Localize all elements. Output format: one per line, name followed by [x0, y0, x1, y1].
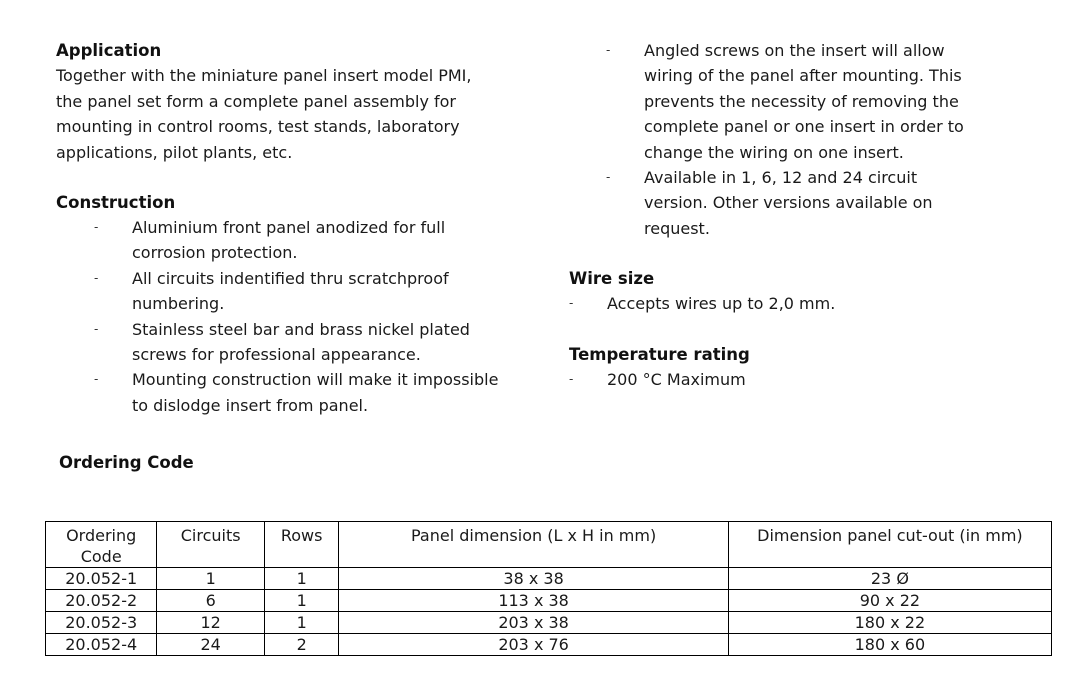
list-line: wiring of the panel after mounting. This — [644, 66, 962, 86]
table-cell: 180 x 22 — [728, 612, 1051, 634]
wire-size-heading: Wire size — [569, 269, 655, 288]
dash-bullet: - — [569, 296, 574, 310]
column-header: Panel dimension (L x H in mm) — [339, 522, 728, 568]
list-item — [569, 367, 1027, 392]
dash-bullet: - — [606, 43, 611, 57]
dash-bullet: - — [94, 372, 99, 387]
table-cell: 24 — [157, 634, 265, 656]
table-cell: 203 x 76 — [339, 634, 728, 656]
column-header: Ordering Code — [46, 522, 157, 568]
list-line: Available in 1, 6, 12 and 24 circuit — [644, 168, 918, 188]
dash-bullet: - — [569, 372, 574, 386]
table-cell: 6 — [157, 590, 265, 612]
list-item — [94, 367, 552, 418]
list-line: prevents the necessity of removing the — [644, 91, 959, 111]
list-line: Angled screws on the insert will allow — [644, 41, 945, 60]
list-item — [606, 38, 1044, 165]
table-cell: 90 x 22 — [728, 590, 1051, 612]
table-cell: 113 x 38 — [339, 590, 728, 612]
application-line: mounting in control rooms, test stands, laboratory — [56, 117, 460, 136]
table-cell: 1 — [157, 568, 265, 590]
temperature-heading: Temperature rating — [569, 345, 750, 364]
column-header: Circuits — [157, 522, 265, 568]
table-cell: 20.052-4 — [46, 634, 157, 656]
table-row — [46, 590, 1052, 612]
list-line: Mounting construction will make it impossible — [132, 370, 499, 390]
column-header: Dimension panel cut-out (in mm) — [728, 522, 1051, 568]
table-cell: 2 — [264, 634, 338, 656]
table-cell: 20.052-2 — [46, 590, 157, 612]
list-line: version. Other versions available on — [644, 193, 933, 213]
list-line: Stainless steel bar and brass nickel plated — [132, 319, 470, 339]
table-cell: 20.052-3 — [46, 612, 157, 634]
wire-size-list — [569, 291, 1027, 316]
application-line: Together with the miniature panel insert model PMI, — [56, 66, 472, 85]
ordering-heading: Ordering Code — [59, 453, 194, 472]
table-cell: 1 — [264, 612, 338, 634]
list-line: complete panel or one insert in order to — [644, 117, 964, 137]
ordering-table — [45, 521, 1052, 656]
list-line: All circuits indentified thru scratchproof — [132, 268, 449, 288]
list-item — [606, 165, 1044, 241]
application-heading: Application — [56, 41, 162, 60]
dash-bullet: - — [94, 270, 99, 285]
table-cell: 23 Ø — [728, 568, 1051, 590]
list-item — [569, 291, 1027, 316]
table-row — [46, 612, 1052, 634]
table-cell: 1 — [264, 590, 338, 612]
list-line: screws for professional appearance. — [132, 345, 421, 365]
dash-bullet: - — [94, 220, 99, 234]
temperature-list — [569, 367, 1027, 392]
list-line: to dislodge insert from panel. — [132, 395, 369, 415]
dash-bullet: - — [606, 170, 611, 185]
dash-bullet: - — [94, 321, 99, 336]
list-line: 200 °C Maximum — [607, 370, 746, 389]
table-row — [46, 634, 1052, 656]
table-row — [46, 568, 1052, 590]
table-cell: 12 — [157, 612, 265, 634]
table-cell: 20.052-1 — [46, 568, 157, 590]
list-line: Aluminium front panel anodized for full — [132, 218, 446, 237]
application-line: applications, pilot plants, etc. — [56, 142, 293, 162]
table-cell: 1 — [264, 568, 338, 590]
list-item — [94, 215, 552, 266]
column-header: Rows — [264, 522, 338, 568]
list-line: change the wiring on one insert. — [644, 142, 904, 162]
construction-list — [94, 215, 552, 418]
list-line: request. — [644, 218, 710, 238]
table-header-row — [46, 522, 1052, 568]
list-line: numbering. — [132, 294, 225, 314]
construction-heading: Construction — [56, 193, 176, 212]
list-line: corrosion protection. — [132, 243, 298, 263]
list-item — [94, 266, 552, 317]
features-list — [606, 38, 1044, 241]
application-text — [56, 63, 526, 165]
list-item — [94, 317, 552, 368]
table-cell: 203 x 38 — [339, 612, 728, 634]
application-line: the panel set form a complete panel assembly for — [56, 91, 456, 111]
table-cell: 38 x 38 — [339, 568, 728, 590]
list-line: Accepts wires up to 2,0 mm. — [607, 294, 836, 313]
table-cell: 180 x 60 — [728, 634, 1051, 656]
